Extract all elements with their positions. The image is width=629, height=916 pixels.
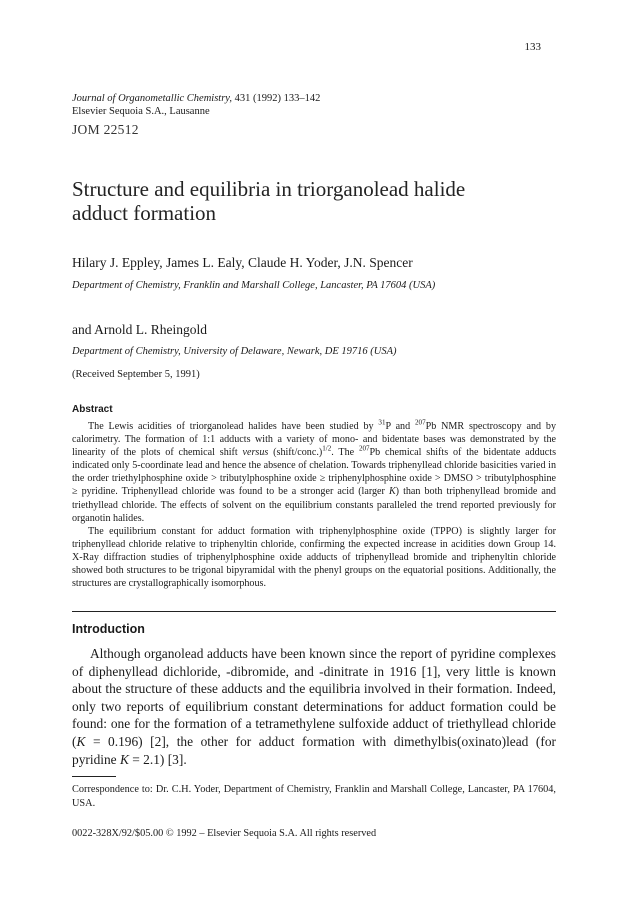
title-line-2: adduct formation <box>72 201 217 225</box>
introduction-heading: Introduction <box>72 622 145 636</box>
abstract-paragraph-1: The Lewis acidities of triorganolead halides have been studied by $^{31}$P and $^{207}$Pb NMR spectroscopy and by calorimetry. The formation of 1:1 adducts with a variety of mono- and bidentate bases was demonstrated by the linearity of the plots of chemical shift versus (shift/conc.)$^{1/2}$. The $^{207}$Pb chemical shifts of the bidentate adducts indicated only 5-coordinate lead and hence the absence of chelation. Towards triphenyllead chloride basicities varied in the order triethylphosphine oxide > tributylphosphine oxide ≥ triphenylphosphine oxide > DMSO > tributylphosphine ≥ pyridine. Triphenyllead chloride was found to be a stronger acid (larger K) than both triphenyllead bromide and triethyllead chloride. The effects of solvent on the equilibrium constants paralleled the trend reported previously for organotin halides. <box>72 418 556 524</box>
author-list: Hilary J. Eppley, James L. Ealy, Claude H. Yoder, J.N. Spencer <box>72 255 413 270</box>
introduction-paragraph: Although organolead adducts have been known since the report of pyridine complexes of diphenyllead dichloride, -dibromide, and -dinitrate in 1916 [1], very little is known about the structure of these adducts and the equilibria involved in their formation. Indeed, only two reports of equilibrium constant determinations for adduct formation could be found: one for the formation of a tetramethylene sulfoxide adduct of triethyllead chloride (K = 0.196) [2], the other for adduct formation with dimethylbis(oxinato)lead (for pyridine K = 2.1) [3]. <box>72 646 556 767</box>
affiliation-1: Department of Chemistry, Franklin and Marshall College, Lancaster, PA 17604 (USA) <box>72 280 436 291</box>
affiliation-2: Department of Chemistry, University of Delaware, Newark, DE 19716 (USA) <box>72 346 397 357</box>
journal-info <box>72 92 320 118</box>
journal-name: Journal of Organometallic Chemistry, <box>72 93 233 104</box>
abstract-heading: Abstract <box>72 404 113 415</box>
second-author: and Arnold L. Rheingold <box>72 322 207 337</box>
publisher: Elsevier Sequoia S.A., Lausanne <box>72 106 210 117</box>
page-number: 133 <box>524 41 541 53</box>
correspondence-footnote: Correspondence to: Dr. C.H. Yoder, Department of Chemistry, Franklin and Marshall College, Lancaster, PA 17604, USA. <box>72 784 556 809</box>
copyright-line: 0022-328X/92/$05.00 © 1992 – Elsevier Sequoia S.A. All rights reserved <box>72 828 377 839</box>
abstract-paragraph-2: The equilibrium constant for adduct formation with triphenylphosphine oxide (TPPO) is slightly larger for triphenyllead chloride relative to triphenyltin chloride, confirming the expected increase in acidities down Group 14. X-Ray diffraction studies of triphenylphosphine oxide adducts of triphenyllead bromide and triphenyltin chloride showed both structures to be trigonal bipyramidal with the phenyl groups on the equatorial positions. Additionally, the structures are crystallographically isomorphous. <box>72 525 556 590</box>
section-divider <box>72 611 556 612</box>
article-title <box>72 177 542 225</box>
journal-volume: 431 (1992) 133–142 <box>234 93 321 104</box>
title-line-1: Structure and equilibria in triorganolead halide <box>72 177 466 201</box>
footnote-rule <box>72 776 116 777</box>
received-date: (Received September 5, 1991) <box>72 369 200 380</box>
journal-code: JOM 22512 <box>72 122 139 137</box>
abstract <box>72 420 556 590</box>
